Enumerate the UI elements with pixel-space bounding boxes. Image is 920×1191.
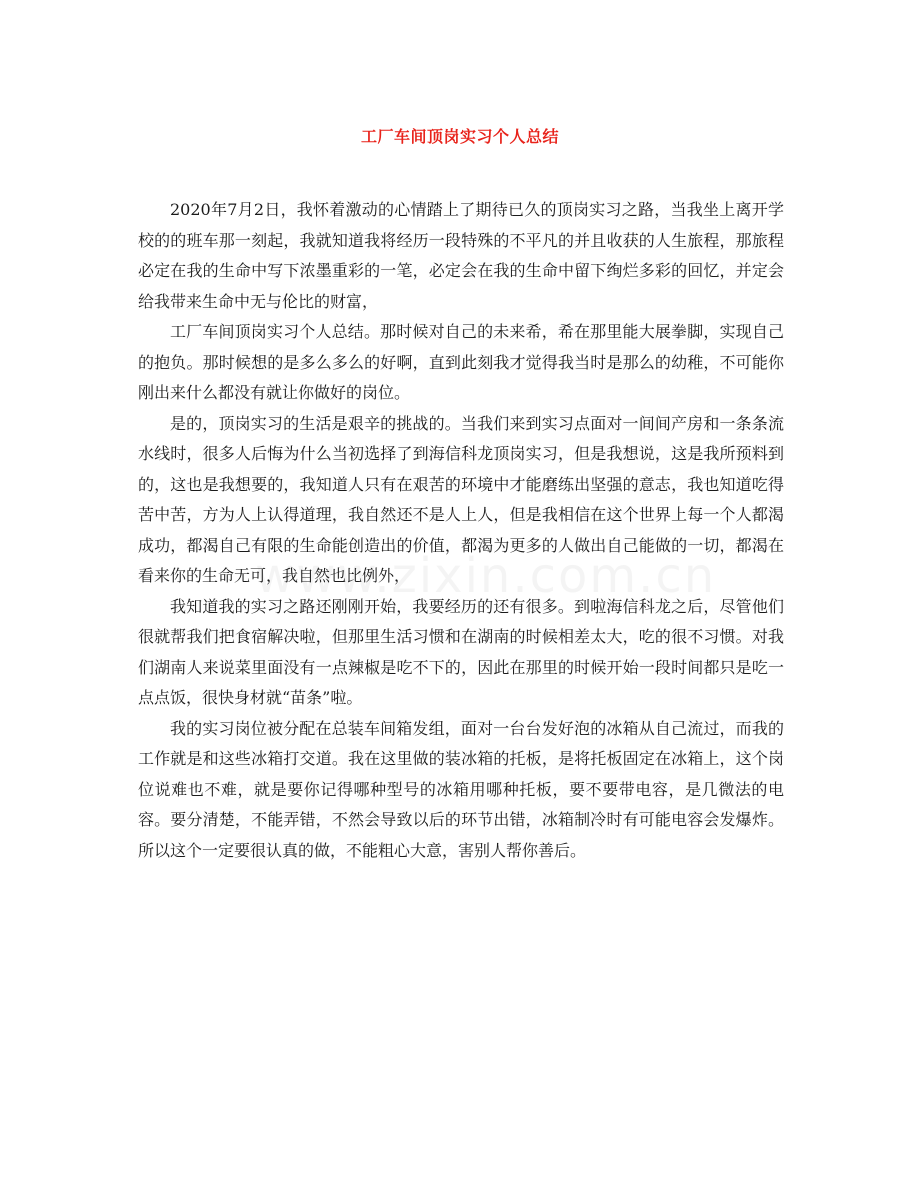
document-body [138, 195, 784, 866]
paragraph-4: 我知道我的实习之路还刚刚开始，我要经历的还有很多。到啦海信科龙之后，尽管他们很就帮我们把食宿解决啦，但那里生活习惯和在湖南的时候相差太大，吃的很不习惯。对我们湖南人来说菜里面没有一点辣椒是吃不下的，因此在那里的时候开始一段时间都只是吃一点点饭，很快身材就“苗条”啦。 [138, 596, 784, 707]
paragraph-5: 我的实习岗位被分配在总装车间箱发组，面对一台台发好泡的冰箱从自己流过，而我的工作就是和这些冰箱打交道。我在这里做的装冰箱的托板，是将托板固定在冰箱上，这个岗位说难也不难，就是要你记得哪种型号的冰箱用哪种托板，要不要带电容，是几微法的电容。要分清楚，不能弄错，不然会导致以后的环节出错，冰箱制冷时有可能电容会发爆炸。所以这个一定要很认真的做，不能粗心大意，害别人帮你善后。 [138, 718, 784, 860]
paragraph-3: 是的，顶岗实习的生活是艰辛的挑战的。当我们来到实习点面对一间间产房和一条条流水线时，很多人后悔为什么当初选择了到海信科龙顶岗实习，但是我想说，这是我所预料到的，这也是我想要的，我知道人只有在艰苦的环境中才能磨练出坚强的意志，我也知道吃得苦中苦，方为人上认得道理，我自然还不是人上人，但是我相信在这个世界上每一个人都渴成功，都渴自己有限的生命能创造出的价值，都渴为更多的人做出自己能做的一切，都渴在看来你的生命无可，我自然也比例外， [138, 413, 784, 585]
paragraph-2: 工厂车间顶岗实习个人总结。那时候对自己的未来希，希在那里能大展拳脚，实现自己的抱负。那时候想的是多么多么的好啊，直到此刻我才觉得我当时是那么的幼稚，不可能你刚出来什么都没有就让你做好的岗位。 [138, 322, 784, 402]
paragraph-1: 2020年7月2日，我怀着激动的心情踏上了期待已久的顶岗实习之路，当我坐上离开学校的的班车那一刻起，我就知道我将经历一段特殊的不平凡的并且收获的人生旅程，那旅程必定在我的生命中写下浓墨重彩的一笔，必定会在我的生命中留下绚烂多彩的回忆，并定会给我带来生命中无与伦比的财富， [138, 200, 784, 311]
document-title: 工厂车间顶岗实习个人总结 [360, 127, 559, 146]
